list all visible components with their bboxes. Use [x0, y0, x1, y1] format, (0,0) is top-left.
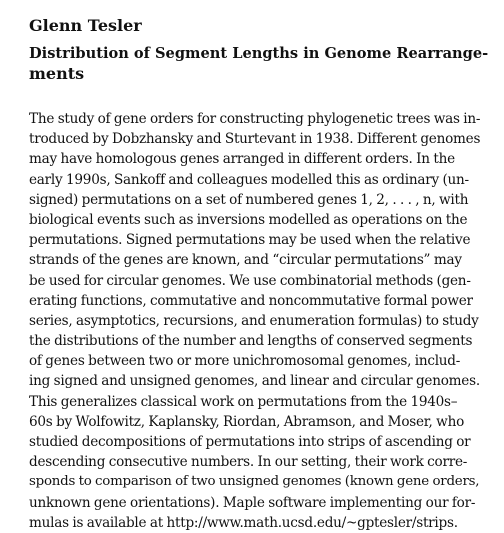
abstract-line: unknown gene orientations). Maple software implementing our for- — [29, 494, 476, 511]
paper-title — [29, 44, 489, 84]
abstract-line: descending consecutive numbers. In our setting, their work corre- — [29, 454, 468, 471]
abstract-line: the distributions of the number and lengths of conserved segments — [29, 333, 473, 350]
abstract-line: series, asymptotics, recursions, and enumeration formulas) to study — [29, 312, 479, 329]
abstract-line: 60s by Wolfowitz, Kaplansky, Riordan, Abramson, and Moser, who — [29, 413, 465, 430]
title-line: Distribution of Segment Lengths in Genome Rearrange- — [29, 45, 489, 62]
abstract-line: ing signed and unsigned genomes, and linear and circular genomes. — [29, 373, 480, 390]
abstract-line: mulas is available at http://www.math.ucsd.edu/~gptesler/strips. — [29, 514, 458, 531]
abstract-line: of genes between two or more unichromosomal genomes, includ- — [29, 353, 461, 370]
abstract-line: studied decompositions of permutations into strips of ascending or — [29, 434, 471, 450]
abstract-line: biological events such as inversions modelled as operations on the — [29, 211, 468, 228]
abstract-line: signed) permutations on a set of numbered genes 1, 2, . . . , n, with — [29, 191, 469, 208]
author-name: Glenn Tesler — [29, 16, 142, 35]
abstract-line: This generalizes classical work on permutations from the 1940s– — [29, 393, 458, 410]
abstract-line: erating functions, commutative and noncommutative formal power — [29, 292, 473, 309]
abstract-line: permutations. Signed permutations may be used when the relative — [29, 232, 471, 249]
abstract-line: The study of gene orders for constructing phylogenetic trees was in- — [29, 111, 481, 127]
abstract-line: troduced by Dobzhansky and Sturtevant in 1938. Different genomes — [29, 131, 481, 148]
abstract-line: early 1990s, Sankoff and colleagues modelled this as ordinary (un- — [29, 171, 469, 188]
abstract-line: sponds to comparison of two unsigned genomes (known gene orders, — [29, 474, 480, 490]
abstract-line: may have homologous genes arranged in different orders. In the — [29, 151, 455, 168]
abstract-line: strands of the genes are known, and “circular permutations” may — [29, 252, 462, 269]
abstract-body — [29, 109, 480, 533]
title-line: ments — [29, 64, 85, 83]
abstract-line: be used for circular genomes. We use combinatorial methods (gen- — [29, 272, 471, 289]
